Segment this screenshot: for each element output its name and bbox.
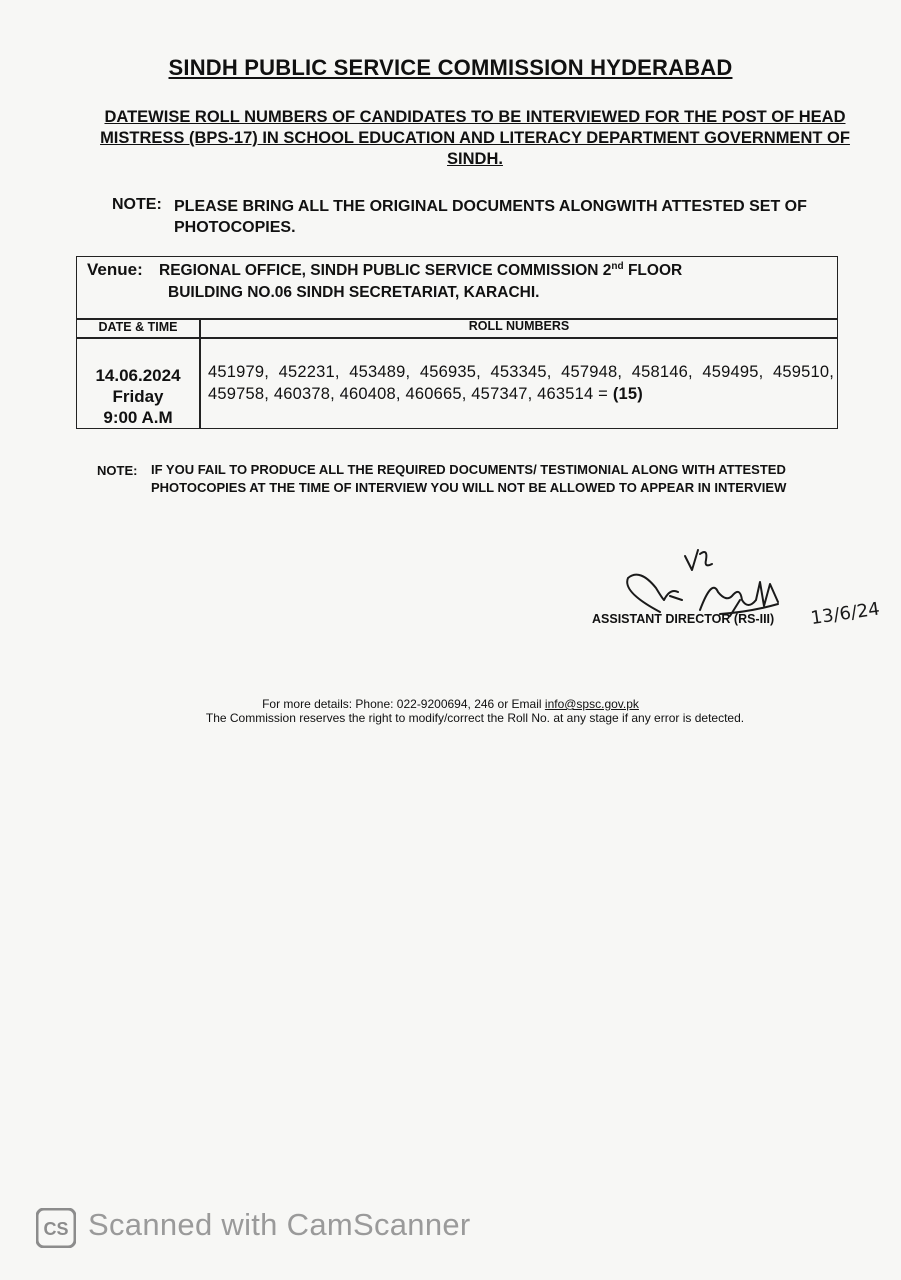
handwritten-signature (600, 540, 900, 650)
roll-count: (15) (612, 385, 643, 403)
interview-date: 14.06.2024 (95, 366, 181, 385)
svg-text:CS: CS (43, 1219, 69, 1239)
contact-details: For more details: Phone: 022-9200694, 246 or Email info@spsc.gov.pk (262, 697, 639, 711)
camscanner-logo-icon (36, 1208, 76, 1248)
document-subtitle: DATEWISE ROLL NUMBERS OF CANDIDATES TO BE INTERVIEWED FOR THE POST OF HEAD MISTRESS (BPS-17) IN SCHOOL EDUCATION AND LITERACY DEPARTMENT GOVERNMENT OF SINDH. (100, 108, 850, 168)
note2-label: NOTE: (97, 463, 138, 478)
roll-numbers-list: 451979, 452231, 453489, 456935, 453345, 457948, 458146, 459495, 459510, 459758, 460378, 460408, 460665, 457347, 463514 = (208, 363, 834, 403)
interview-table (76, 256, 838, 429)
note-text: PLEASE BRING ALL THE ORIGINAL DOCUMENTS ALONGWITH ATTESTED SET OF PHOTOCOPIES. (174, 198, 807, 236)
venue-label: Venue: (87, 260, 143, 279)
signatory-title: ASSISTANT DIRECTOR (RS-III) (592, 612, 775, 626)
document-title: SINDH PUBLIC SERVICE COMMISSION HYDERABAD (168, 55, 733, 80)
interview-day: Friday (112, 387, 164, 406)
header-roll-numbers: ROLL NUMBERS (468, 319, 570, 333)
venue-address-line2: BUILDING NO.06 SINDH SECRETARIAT, KARACHI. (168, 284, 540, 301)
interview-date-cell (77, 365, 199, 428)
note2-text: IF YOU FAIL TO PRODUCE ALL THE REQUIRED DOCUMENTS/ TESTIMONIAL ALONG WITH ATTESTED PHOTOCOPIES AT THE TIME OF INTERVIEW YOU WILL NOT BE ALLOWED TO APPEAR IN INTERVIEW (151, 462, 787, 495)
venue-address-line1: REGIONAL OFFICE, SINDH PUBLIC SERVICE COMMISSION 2nd FLOOR (159, 261, 683, 280)
note-label: NOTE: (112, 196, 162, 213)
interview-time: 9:00 A.M (103, 408, 173, 427)
disclaimer: The Commission reserves the right to modify/correct the Roll No. at any stage if any error is detected. (205, 711, 745, 725)
header-date-time: DATE & TIME (98, 320, 178, 334)
table-divider (77, 337, 837, 339)
svg-text:13/6/24: 13/6/24 (809, 598, 882, 630)
roll-numbers-cell (208, 361, 834, 405)
camscanner-watermark: Scanned with CamScanner (88, 1207, 471, 1242)
contact-email-link[interactable]: info@spsc.gov.pk (544, 697, 639, 711)
column-divider (199, 318, 201, 428)
